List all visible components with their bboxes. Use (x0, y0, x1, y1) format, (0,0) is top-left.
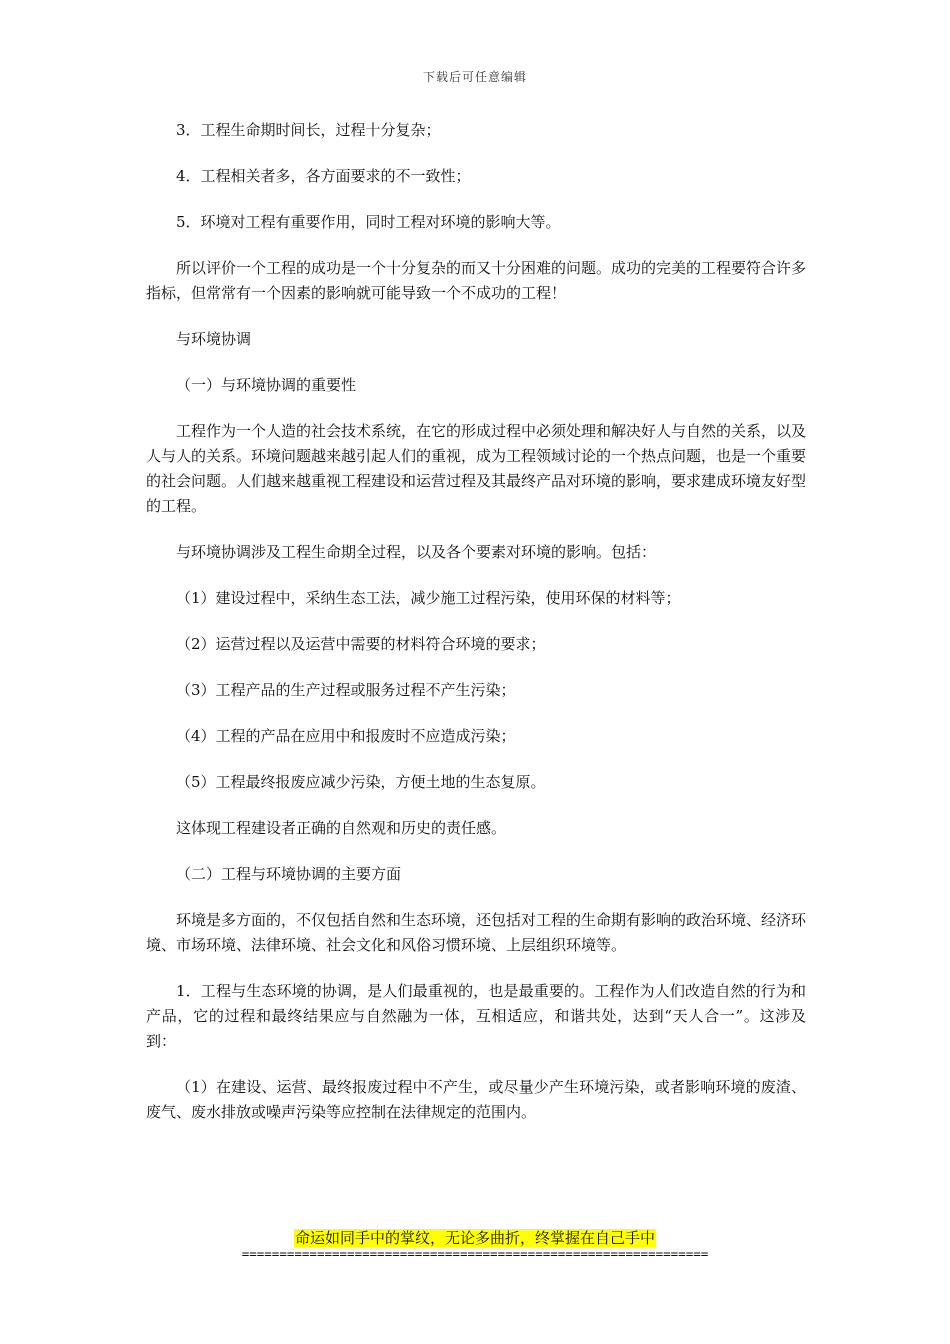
subheading-main-aspects: （二）工程与环境协调的主要方面 (176, 865, 402, 883)
page-header-note: 下载后可任意编辑 (422, 70, 527, 84)
section-heading-environment: 与环境协调 (176, 330, 252, 348)
list-item-scrapping: （5）工程最终报废应减少污染，方便土地的生态复原。 (176, 773, 546, 791)
document-body (146, 118, 806, 1125)
paragraph-environment-types: 环境是多方面的，不仅包括自然和生态环境，还包括对工程的生命期有影响的政治环境、经济环境、市场环境、法律环境、社会文化和风俗习惯环境、上层组织环境等。 (146, 911, 807, 954)
paragraph-social-technical-system: 工程作为一个人造的社会技术系统，在它的形成过程中必须处理和解决好人与自然的关系，以及人与人的关系。环境问题越来越引起人们的重视，成为工程领域讨论的一个热点问题，也是一个重要的社会问题。人们越来越重视工程建设和运营过程及其最终产品对环境的影响，要求建成环境友好型的工程。 (146, 422, 807, 515)
list-item-construction: （1）建设过程中，采纳生态工法，减少施工过程污染，使用环保的材料等； (176, 589, 681, 607)
paragraph-responsibility: 这体现工程建设者正确的自然观和历史的责任感。 (176, 819, 507, 837)
footer-quote-text: 命运如同手中的掌纹，无论多曲折，终掌握在自己手中 (294, 1229, 655, 1247)
paragraph-ecological-harmony: 1．工程与生态环境的协调，是人们最重视的，也是最重要的。工程作为人们改造自然的行为和产品，它的过程和最终结果应与自然融为一体，互相适应，和谐共处，达到“天人合一”。这涉及到： (146, 982, 806, 1050)
paragraph-item-3: 3．工程生命期时间长，过程十分复杂； (176, 121, 441, 139)
footer-divider: ============================================================== (241, 1247, 709, 1261)
list-item-pollution-control: （1）在建设、运营、最终报废过程中不产生，或尽量少产生环境污染，或者影响环境的废渣、废气、废水排放或噪声污染等应控制在法律规定的范围内。 (146, 1078, 806, 1121)
footer-quote (0, 1227, 950, 1249)
paragraph-lifecycle-scope: 与环境协调涉及工程生命期全过程，以及各个要素对环境的影响。包括： (176, 543, 657, 561)
list-item-product-use: （4）工程的产品在应用中和报废时不应造成污染； (176, 727, 516, 745)
subheading-importance: （一）与环境协调的重要性 (176, 376, 357, 394)
list-item-operation: （2）运营过程以及运营中需要的材料符合环境的要求； (176, 635, 546, 653)
list-item-production: （3）工程产品的生产过程或服务过程不产生污染； (176, 681, 516, 699)
paragraph-success-evaluation: 所以评价一个工程的成功是一个十分复杂的而又十分困难的问题。成功的完美的工程要符合许多指标，但常常有一个因素的影响就可能导致一个不成功的工程！ (146, 259, 807, 302)
paragraph-item-4: 4．工程相关者多，各方面要求的不一致性； (176, 167, 471, 185)
paragraph-item-5: 5．环境对工程有重要作用，同时工程对环境的影响大等。 (176, 213, 561, 231)
